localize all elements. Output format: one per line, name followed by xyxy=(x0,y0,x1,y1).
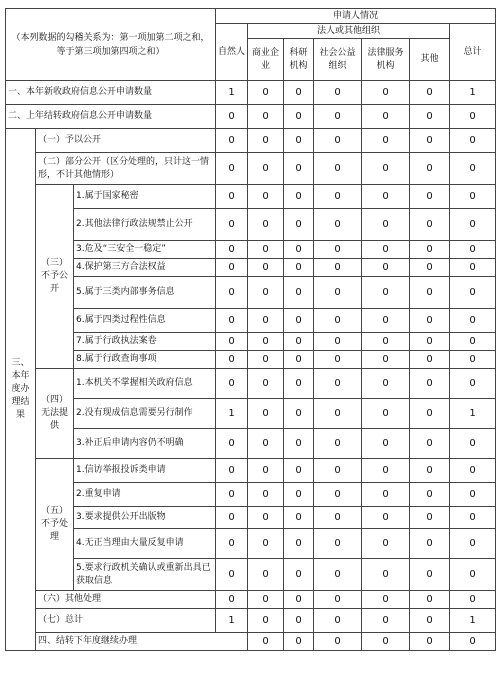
value-cell: 0 xyxy=(410,429,450,459)
table-row xyxy=(6,429,496,459)
section-label: 二、上年结转政府信息公开申请数量 xyxy=(6,105,216,129)
legal-org-header: 法人或其他组织 xyxy=(248,24,450,39)
value-cell: 0 xyxy=(284,185,314,209)
value-cell: 0 xyxy=(284,483,314,507)
item-label: 7.属于行政执法案卷 xyxy=(74,333,216,351)
value-cell: 0 xyxy=(362,309,410,333)
value-cell: 0 xyxy=(216,429,248,459)
value-cell: 0 xyxy=(362,399,410,429)
value-cell: 0 xyxy=(450,259,496,277)
value-cell: 0 xyxy=(216,507,248,529)
item-label: 1.本机关不掌握相关政府信息 xyxy=(74,369,216,399)
value-cell: 0 xyxy=(450,277,496,309)
value-cell: 0 xyxy=(410,241,450,259)
section-label: 三、本年度办理结果 xyxy=(6,129,36,651)
value-cell: 0 xyxy=(284,259,314,277)
value-cell: 0 xyxy=(216,259,248,277)
value-cell: 0 xyxy=(248,529,284,559)
table-row xyxy=(6,369,496,399)
value-cell: 0 xyxy=(410,399,450,429)
value-cell: 0 xyxy=(284,399,314,429)
table-row xyxy=(6,153,496,185)
value-cell: 0 xyxy=(450,483,496,507)
value-cell: 0 xyxy=(248,459,284,483)
group-label: （六）其他处理 xyxy=(36,591,216,609)
value-cell: 1 xyxy=(450,609,496,633)
item-label: 3.危及“三安全一稳定” xyxy=(74,241,216,259)
value-cell: 0 xyxy=(314,105,362,129)
value-cell: 0 xyxy=(248,609,284,633)
value-cell: 0 xyxy=(410,153,450,185)
value-cell: 0 xyxy=(362,351,410,369)
applicant-situation-header: 申请人情况 xyxy=(216,9,496,24)
value-cell: 0 xyxy=(248,559,284,591)
value-cell: 0 xyxy=(284,129,314,153)
value-cell: 0 xyxy=(362,209,410,241)
table-row xyxy=(6,591,496,609)
table-row xyxy=(6,529,496,559)
value-cell: 0 xyxy=(410,591,450,609)
value-cell: 0 xyxy=(362,529,410,559)
value-cell: 0 xyxy=(216,209,248,241)
value-cell: 0 xyxy=(314,369,362,399)
value-cell: 0 xyxy=(450,333,496,351)
value-cell: 0 xyxy=(248,277,284,309)
value-cell: 0 xyxy=(362,277,410,309)
table-row xyxy=(6,399,496,429)
value-cell: 0 xyxy=(248,483,284,507)
value-cell: 0 xyxy=(410,507,450,529)
value-cell: 0 xyxy=(284,633,314,651)
value-cell: 0 xyxy=(248,153,284,185)
item-label: 5.属于三类内部事务信息 xyxy=(74,277,216,309)
group-label: （三）不予公开 xyxy=(36,185,74,369)
value-cell: 0 xyxy=(410,369,450,399)
item-label: 8.属于行政查询事项 xyxy=(74,351,216,369)
value-cell: 0 xyxy=(362,369,410,399)
item-label: 1.信访举报投诉类申请 xyxy=(74,459,216,483)
research-header: 科研机构 xyxy=(284,39,314,81)
legal-service-header: 法律服务机构 xyxy=(362,39,410,81)
value-cell: 0 xyxy=(362,81,410,105)
value-cell: 0 xyxy=(284,429,314,459)
value-cell: 1 xyxy=(216,399,248,429)
value-cell: 0 xyxy=(362,105,410,129)
value-cell: 0 xyxy=(314,351,362,369)
value-cell: 0 xyxy=(216,241,248,259)
item-label: 5.要求行政机关确认或重新出具已获取信息 xyxy=(74,559,216,591)
other-header: 其他 xyxy=(410,39,450,81)
value-cell: 0 xyxy=(216,185,248,209)
report-table-wrapper xyxy=(5,8,496,651)
value-cell: 0 xyxy=(314,507,362,529)
value-cell: 0 xyxy=(362,333,410,351)
value-cell: 0 xyxy=(216,105,248,129)
item-label: 2.重复申请 xyxy=(74,483,216,507)
value-cell: 0 xyxy=(314,185,362,209)
value-cell: 0 xyxy=(362,153,410,185)
value-cell: 0 xyxy=(450,241,496,259)
value-cell: 0 xyxy=(314,129,362,153)
natural-person-header: 自然人 xyxy=(216,24,248,81)
value-cell: 0 xyxy=(284,333,314,351)
value-cell: 0 xyxy=(248,129,284,153)
value-cell: 0 xyxy=(450,507,496,529)
item-label: 3.补正后申请内容仍不明确 xyxy=(74,429,216,459)
value-cell: 0 xyxy=(216,483,248,507)
value-cell: 0 xyxy=(216,459,248,483)
value-cell: 0 xyxy=(450,559,496,591)
table-row xyxy=(6,209,496,241)
section-label: 一、本年新收政府信息公开申请数量 xyxy=(6,81,216,105)
value-cell: 0 xyxy=(284,351,314,369)
value-cell: 0 xyxy=(450,309,496,333)
value-cell: 0 xyxy=(314,529,362,559)
value-cell: 0 xyxy=(450,351,496,369)
value-cell: 0 xyxy=(314,459,362,483)
value-cell: 1 xyxy=(450,399,496,429)
value-cell: 0 xyxy=(450,459,496,483)
value-cell: 0 xyxy=(216,529,248,559)
value-cell: 0 xyxy=(410,277,450,309)
value-cell: 0 xyxy=(450,369,496,399)
value-cell: 0 xyxy=(248,399,284,429)
value-cell: 0 xyxy=(284,591,314,609)
value-cell: 0 xyxy=(450,633,496,651)
value-cell: 0 xyxy=(314,333,362,351)
value-cell: 1 xyxy=(216,609,248,633)
table-row xyxy=(6,81,496,105)
value-cell: 0 xyxy=(216,129,248,153)
table-row xyxy=(6,259,496,277)
value-cell: 0 xyxy=(314,609,362,633)
value-cell: 0 xyxy=(216,591,248,609)
table-row xyxy=(6,559,496,591)
item-label: 6.属于四类过程性信息 xyxy=(74,309,216,333)
value-cell: 0 xyxy=(362,129,410,153)
value-cell: 0 xyxy=(248,429,284,459)
table-row xyxy=(6,633,496,651)
value-cell: 0 xyxy=(284,559,314,591)
value-cell: 0 xyxy=(284,309,314,333)
header-row-1 xyxy=(6,9,496,24)
value-cell: 0 xyxy=(284,153,314,185)
value-cell: 0 xyxy=(284,459,314,483)
table-row xyxy=(6,333,496,351)
table-row xyxy=(6,185,496,209)
value-cell: 0 xyxy=(314,309,362,333)
value-cell: 0 xyxy=(248,105,284,129)
section-label: 四、结转下年度继续办理 xyxy=(36,633,248,651)
value-cell: 0 xyxy=(450,209,496,241)
value-cell: 0 xyxy=(314,483,362,507)
group-label: （一）予以公开 xyxy=(36,129,216,153)
value-cell: 0 xyxy=(362,609,410,633)
value-cell: 1 xyxy=(216,81,248,105)
value-cell: 0 xyxy=(450,129,496,153)
social-welfare-header: 社会公益组织 xyxy=(314,39,362,81)
value-cell: 0 xyxy=(410,129,450,153)
value-cell: 0 xyxy=(284,609,314,633)
value-cell: 0 xyxy=(314,399,362,429)
value-cell: 0 xyxy=(248,259,284,277)
value-cell: 0 xyxy=(314,591,362,609)
value-cell: 0 xyxy=(284,81,314,105)
value-cell: 0 xyxy=(248,633,284,651)
value-cell: 0 xyxy=(314,559,362,591)
item-label: 2.没有现成信息需要另行制作 xyxy=(74,399,216,429)
value-cell: 0 xyxy=(410,185,450,209)
value-cell: 0 xyxy=(410,309,450,333)
group-label: （七）总计 xyxy=(36,609,216,633)
relation-note: （本列数据的勾稽关系为：第一项加第二项之和，等于第三项加第四项之和） xyxy=(6,9,216,81)
value-cell: 0 xyxy=(450,529,496,559)
value-cell: 0 xyxy=(362,483,410,507)
value-cell: 0 xyxy=(248,591,284,609)
value-cell: 0 xyxy=(314,277,362,309)
value-cell: 0 xyxy=(410,609,450,633)
item-label: 2.其他法律行政法规禁止公开 xyxy=(74,209,216,241)
value-cell: 0 xyxy=(410,351,450,369)
value-cell: 0 xyxy=(314,241,362,259)
table-row xyxy=(6,129,496,153)
item-label: 4.无正当理由大量反复申请 xyxy=(74,529,216,559)
value-cell: 0 xyxy=(248,333,284,351)
value-cell: 0 xyxy=(362,459,410,483)
value-cell: 0 xyxy=(216,277,248,309)
value-cell: 0 xyxy=(314,153,362,185)
value-cell: 0 xyxy=(362,259,410,277)
value-cell: 0 xyxy=(410,559,450,591)
value-cell: 0 xyxy=(450,429,496,459)
value-cell: 0 xyxy=(248,309,284,333)
value-cell: 0 xyxy=(216,369,248,399)
table-row xyxy=(6,351,496,369)
value-cell: 0 xyxy=(450,185,496,209)
value-cell: 0 xyxy=(410,459,450,483)
value-cell: 0 xyxy=(410,259,450,277)
total-header: 总计 xyxy=(450,24,496,81)
value-cell: 0 xyxy=(410,105,450,129)
value-cell: 0 xyxy=(410,333,450,351)
value-cell: 0 xyxy=(216,309,248,333)
value-cell: 0 xyxy=(248,507,284,529)
value-cell: 0 xyxy=(284,277,314,309)
value-cell: 0 xyxy=(284,369,314,399)
value-cell: 0 xyxy=(362,559,410,591)
value-cell: 0 xyxy=(314,209,362,241)
group-label: （五）不予处理 xyxy=(36,459,74,591)
report-table xyxy=(5,8,496,651)
value-cell: 0 xyxy=(216,153,248,185)
value-cell: 0 xyxy=(216,351,248,369)
value-cell: 0 xyxy=(410,633,450,651)
table-row xyxy=(6,241,496,259)
table-row xyxy=(6,459,496,483)
value-cell: 0 xyxy=(284,507,314,529)
group-label: （四）无法提供 xyxy=(36,369,74,459)
value-cell: 0 xyxy=(284,105,314,129)
item-label: 4.保护第三方合法权益 xyxy=(74,259,216,277)
table-row xyxy=(6,277,496,309)
value-cell: 0 xyxy=(248,81,284,105)
value-cell: 0 xyxy=(248,209,284,241)
item-label: 1.属于国家秘密 xyxy=(74,185,216,209)
value-cell: 0 xyxy=(314,429,362,459)
value-cell: 0 xyxy=(248,369,284,399)
value-cell: 0 xyxy=(362,429,410,459)
group-label: （二）部分公开（区分处理的，只计这一情形，不计其他情形） xyxy=(36,153,216,185)
value-cell: 0 xyxy=(362,241,410,259)
value-cell: 0 xyxy=(410,529,450,559)
table-row xyxy=(6,105,496,129)
value-cell: 0 xyxy=(314,81,362,105)
value-cell: 0 xyxy=(216,333,248,351)
value-cell: 0 xyxy=(450,105,496,129)
value-cell: 1 xyxy=(450,81,496,105)
value-cell: 0 xyxy=(314,633,362,651)
value-cell: 0 xyxy=(362,185,410,209)
value-cell: 0 xyxy=(410,483,450,507)
value-cell: 0 xyxy=(248,185,284,209)
table-row xyxy=(6,309,496,333)
value-cell: 0 xyxy=(216,559,248,591)
value-cell: 0 xyxy=(410,81,450,105)
value-cell: 0 xyxy=(362,591,410,609)
table-row xyxy=(6,507,496,529)
value-cell: 0 xyxy=(314,259,362,277)
value-cell: 0 xyxy=(450,153,496,185)
value-cell: 0 xyxy=(284,209,314,241)
value-cell: 0 xyxy=(284,241,314,259)
table-row xyxy=(6,483,496,507)
value-cell: 0 xyxy=(410,209,450,241)
value-cell: 0 xyxy=(248,241,284,259)
value-cell: 0 xyxy=(362,507,410,529)
item-label: 3.要求提供公开出版物 xyxy=(74,507,216,529)
value-cell: 0 xyxy=(450,591,496,609)
table-row xyxy=(6,609,496,633)
value-cell: 0 xyxy=(362,633,410,651)
commercial-header: 商业企业 xyxy=(248,39,284,81)
value-cell: 0 xyxy=(284,529,314,559)
value-cell: 0 xyxy=(248,351,284,369)
